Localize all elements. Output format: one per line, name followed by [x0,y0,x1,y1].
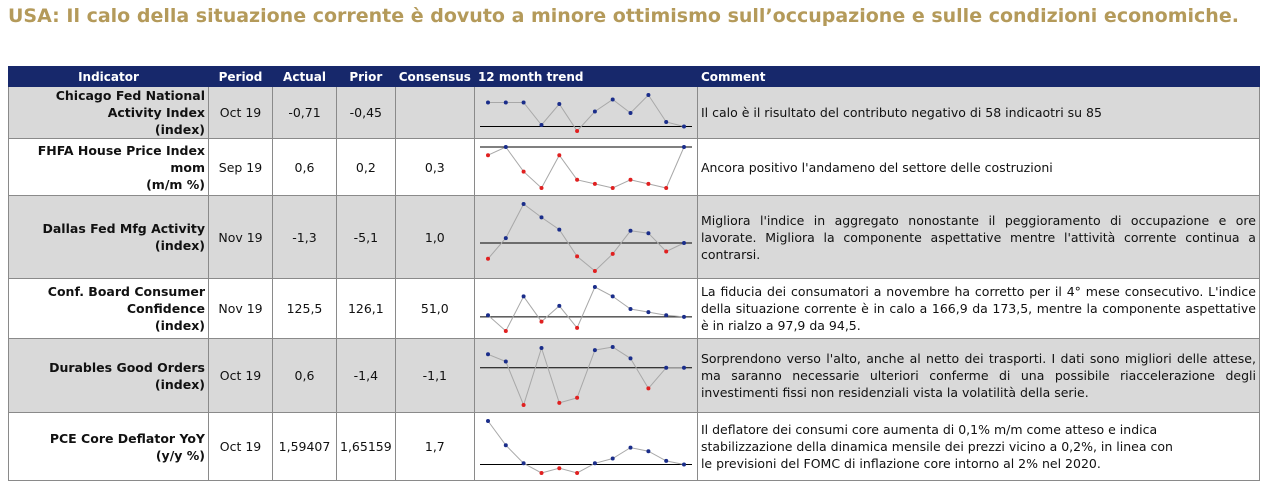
trend-point [611,186,615,190]
trend-point [682,241,686,245]
indicator-table [8,66,1260,481]
indicator-name-line: (index) [154,238,205,253]
trend-line [488,287,684,331]
trend-point [557,400,561,404]
trend-line [488,347,684,405]
trend-point [522,202,526,206]
period-cell: Nov 19 [209,196,273,279]
comment-text: Il calo è il risultato del contributo negativo di 58 indicaotri su 85 [700,105,1102,120]
trend-point [539,319,543,323]
trend-point [646,310,650,314]
table-row [9,413,1260,481]
trend-point [539,346,543,350]
indicator-name-line: Confidence [126,301,205,316]
trend-point [486,256,490,260]
comment-cell [697,139,1259,196]
trend-point [539,215,543,219]
prior-cell: -0,45 [337,87,396,139]
trend-sparkline [478,414,694,480]
trend-point [575,254,579,258]
indicator-name-line: (index) [154,376,205,392]
trend-point [486,100,490,104]
trend-point [486,153,490,157]
trend-point [504,100,508,104]
trend-point [593,269,597,273]
period-cell: Sep 19 [209,139,273,196]
trend-point [646,181,650,185]
consensus-cell: 1,7 [395,413,474,481]
trend-point [611,294,615,298]
indicator-name-line: mom [170,159,205,175]
indicator-name [9,279,209,339]
trend-sparkline [478,88,694,138]
actual-cell: 0,6 [273,139,337,196]
consensus-cell: -1,1 [395,339,474,413]
trend-line [488,421,684,473]
comment-line: le previsioni del FOMC di inflazione core intorno al 2% nel 2020. [700,456,1101,471]
table-row [9,139,1260,196]
trend-point [646,386,650,390]
trend-point [611,251,615,255]
trend-sparkline [478,140,694,195]
prior-cell: -5,1 [337,196,396,279]
indicator-name-line: Durables Good Orders [49,359,205,375]
table-row [9,279,1260,339]
trend-point [682,365,686,369]
indicator-name-line: FHFA House Price Index [37,142,205,158]
trend-point [575,471,579,475]
trend-point [486,313,490,317]
trend-point [539,186,543,190]
comment-text: Sorprendono verso l'alto, anche al netto dei trasporti. I dati sono migliori delle attese, ma saranno necessarie ulteriori conferme di una possibile riaccelerazione degli investimenti fissi non residenziali vista la volatilità della serie. [700,351,1256,400]
trend-point [486,419,490,423]
header-actual: Actual [273,67,337,87]
period-cell: Nov 19 [209,279,273,339]
table-row [9,87,1260,139]
trend-cell [474,87,697,139]
page-title: USA: Il calo della situazione corrente è dovuto a minore ottimismo sull’occupazione e sulle condizioni economiche. [8,5,1239,27]
trend-point [646,93,650,97]
trend-point [575,129,579,133]
trend-cell [474,413,697,481]
comment-cell [697,196,1259,279]
trend-point [682,314,686,318]
trend-point [557,303,561,307]
trend-point [682,145,686,149]
indicator-name-line: Dallas Fed Mfg Activity [42,221,205,236]
prior-cell: -1,4 [337,339,396,413]
trend-cell [474,279,697,339]
indicator-name [9,196,209,279]
trend-point [575,177,579,181]
trend-point [486,352,490,356]
trend-point [664,313,668,317]
trend-point [611,456,615,460]
trend-point [593,461,597,465]
trend-point [575,325,579,329]
comment-text [701,421,1256,472]
trend-point [664,120,668,124]
trend-point [664,365,668,369]
trend-point [539,471,543,475]
trend-point [504,359,508,363]
indicator-name-line: (index) [154,318,205,333]
actual-cell: 125,5 [273,279,337,339]
trend-point [611,97,615,101]
prior-cell: 0,2 [337,139,396,196]
trend-sparkline [478,280,694,338]
header-row [9,67,1260,87]
comment-cell [697,339,1259,413]
header-prior: Prior [337,67,396,87]
indicator-name [9,139,209,196]
header-consensus: Consensus [395,67,474,87]
trend-point [628,228,632,232]
indicator-name [9,413,209,481]
actual-cell: -0,71 [273,87,337,139]
consensus-cell [395,87,474,139]
trend-cell [474,339,697,413]
consensus-cell: 0,3 [395,139,474,196]
indicator-name-line: Activity Index [107,105,205,120]
header-indicator: Indicator [9,67,209,87]
indicator-name-line: Conf. Board Consumer [47,284,205,299]
actual-cell: -1,3 [273,196,337,279]
period-cell: Oct 19 [209,339,273,413]
trend-point [646,449,650,453]
header-period: Period [209,67,273,87]
trend-cell [474,139,697,196]
trend-point [682,462,686,466]
comment-text: La fiducia dei consumatori a novembre ha corretto per il 4° mese consecutivo. L'indice della situazione corrente è in calo a 166,9 da 173,5, mentre la componente aspettative è in rialzo a 97,9 da 94,5. [700,284,1256,333]
trend-line [488,147,684,188]
indicator-name-line: (m/m %) [146,176,205,192]
comment-line: stabilizzazione della dinamica mensile dei prezzi vicino a 0,2%, in linea con [700,439,1173,454]
trend-point [628,307,632,311]
trend-point [593,348,597,352]
trend-point [575,395,579,399]
trend-point [522,461,526,465]
indicator-name [9,87,209,139]
trend-point [593,181,597,185]
period-cell: Oct 19 [209,413,273,481]
trend-point [664,249,668,253]
comment-text: Migliora l'indice in aggregato nonostante il peggioramento di occupazione e ore lavorate. Migliora la componente aspettative mentre l'attività corrente continua a contrarsi. [700,212,1256,262]
trend-point [593,109,597,113]
trend-point [557,153,561,157]
trend-cell [474,196,697,279]
comment-text: Ancora positivo l'andameno del settore delle costruzioni [700,159,1053,175]
trend-point [646,231,650,235]
prior-cell: 126,1 [337,279,396,339]
trend-point [539,123,543,127]
trend-point [522,294,526,298]
indicator-name-line: PCE Core Deflator YoY [49,430,205,446]
trend-point [611,345,615,349]
consensus-cell: 51,0 [395,279,474,339]
trend-point [504,236,508,240]
actual-cell: 1,59407 [273,413,337,481]
trend-point [557,466,561,470]
trend-point [682,124,686,128]
trend-line [488,204,684,271]
trend-sparkline [478,340,694,412]
trend-point [628,356,632,360]
comment-cell [697,279,1259,339]
comment-line: Il deflatore dei consumi core aumenta di 0,1% m/m come atteso e indica [700,422,1158,437]
indicator-name [9,339,209,413]
trend-point [593,285,597,289]
prior-cell: 1,65159 [337,413,396,481]
header-trend: 12 month trend [474,67,697,87]
trend-line [488,95,684,131]
trend-point [557,102,561,106]
trend-sparkline [478,197,694,278]
period-cell: Oct 19 [209,87,273,139]
trend-point [664,186,668,190]
trend-point [504,329,508,333]
header-comment: Comment [697,67,1259,87]
trend-point [664,458,668,462]
trend-point [522,169,526,173]
trend-point [504,443,508,447]
table-row [9,339,1260,413]
trend-point [504,145,508,149]
consensus-cell: 1,0 [395,196,474,279]
indicator-name-line: Chicago Fed National [55,88,205,103]
trend-point [628,445,632,449]
comment-cell [697,87,1259,139]
trend-point [628,177,632,181]
comment-cell [697,413,1259,481]
trend-point [522,403,526,407]
table-row [9,196,1260,279]
actual-cell: 0,6 [273,339,337,413]
trend-point [557,227,561,231]
indicator-name-line: (y/y %) [155,447,205,463]
trend-point [628,111,632,115]
trend-point [522,100,526,104]
indicator-name-line: (index) [154,122,205,137]
